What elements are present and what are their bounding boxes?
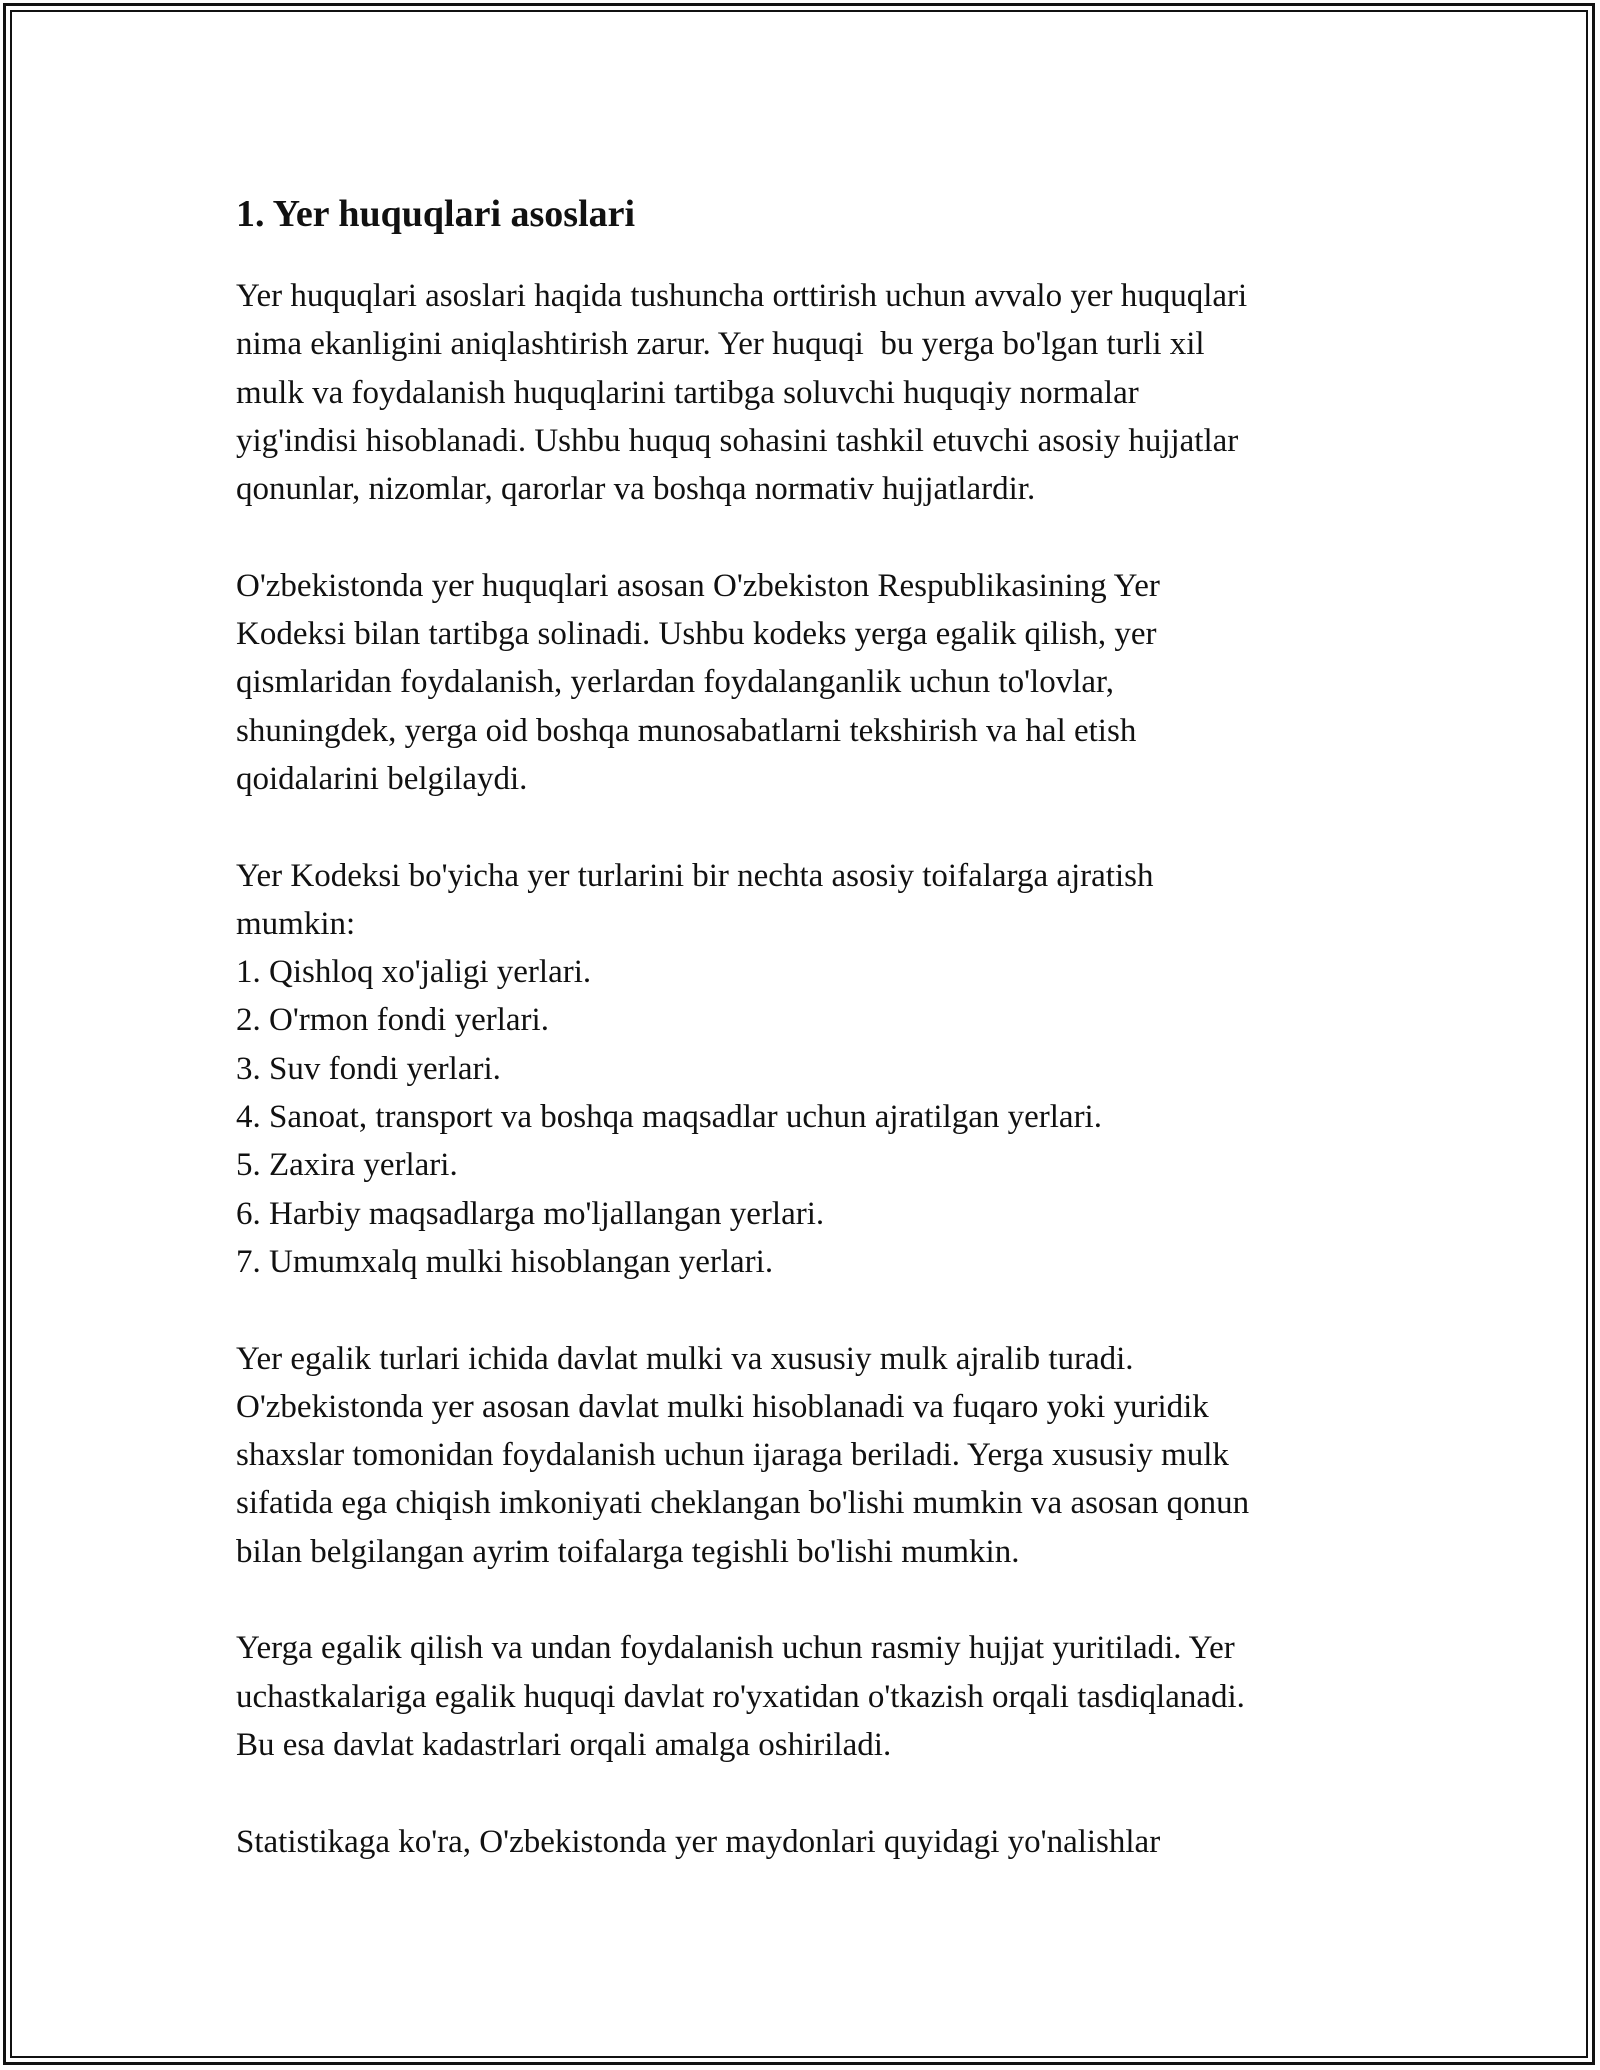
list-item: 2. O'rmon fondi yerlari. <box>236 1002 549 1039</box>
document-body <box>236 186 1396 1866</box>
list-item: 3. Suv fondi yerlari. <box>236 1050 501 1087</box>
list-item: 1. Qishloq xo'jaligi yerlari. <box>236 954 592 991</box>
paragraph-gap <box>236 803 1396 851</box>
paragraph-gap <box>236 1769 1396 1817</box>
paragraph-gap <box>236 1576 1396 1624</box>
list-item: 7. Umumxalq mulki hisoblangan yerlari. <box>236 1243 774 1280</box>
land-categories-list <box>236 948 1396 1286</box>
list-item: 6. Harbiy maqsadlarga mo'ljallangan yerlari. <box>236 1195 825 1232</box>
paragraph-registration: Yerga egalik qilish va undan foydalanish uchun rasmiy hujjat yuritiladi. Yer uchastkalariga egalik huquqi davlat ro'yxatidan o'tkazish orqali tasdiqlanadi. Bu esa davlat kadastrlari orqali amalga oshiriladi. <box>236 1630 1245 1763</box>
paragraph-intro: Yer huquqlari asoslari haqida tushuncha orttirish uchun avvalo yer huquqlari nima ekanligini aniqlashtirish zarur. Yer huquqi bu yerga bo'lgan turli xil mulk va foydalanish huquqlarini tartibga soluvchi huquqiy normalar yig'indisi hisoblanadi. Ushbu huquq sohasini tashkil etuvchi asosiy hujjatlar qonunlar, nizomlar, qarorlar va boshqa normativ hujjatlardir. <box>236 278 1248 508</box>
paragraph-land-categories: Yer Kodeksi bo'yicha yer turlarini bir nechta asosiy toifalarga ajratish mumkin: <box>236 857 1154 942</box>
paragraph-gap <box>236 513 1396 561</box>
list-item: 4. Sanoat, transport va boshqa maqsadlar uchun ajratilgan yerlari. <box>236 1099 1102 1136</box>
paragraph-ownership-types: Yer egalik turlari ichida davlat mulki va xususiy mulk ajralib turadi. O'zbekistonda yer asosan davlat mulki hisoblanadi va fuqaro yoki yuridik shaxslar tomonidan foydalanish uchun ijaraga beriladi. Yerga xususiy mulk sifatida ega chiqish imkoniyati cheklangan bo'lishi mumkin va asosan qonun bilan belgilangan ayrim toifalarga tegishli bo'lishi mumkin. <box>236 1340 1250 1570</box>
paragraph-gap <box>236 1286 1396 1334</box>
paragraph-statistics: Statistikaga ko'ra, O'zbekistonda yer maydonlari quyidagi yo'nalishlar <box>236 1823 1161 1860</box>
paragraph-land-code: O'zbekistonda yer huquqlari asosan O'zbekiston Respublikasining Yer Kodeksi bilan tartibga solinadi. Ushbu kodeks yerga egalik qilish, yer qismlaridan foydalanish, yerlardan foydalanganlik uchun to'lovlar, shuningdek, yerga oid boshqa munosabatlarni tekshirish va hal etish qoidalarini belgilaydi. <box>236 567 1160 797</box>
list-item: 5. Zaxira yerlari. <box>236 1147 458 1184</box>
section-heading: 1. Yer huquqlari asoslari <box>236 193 636 235</box>
